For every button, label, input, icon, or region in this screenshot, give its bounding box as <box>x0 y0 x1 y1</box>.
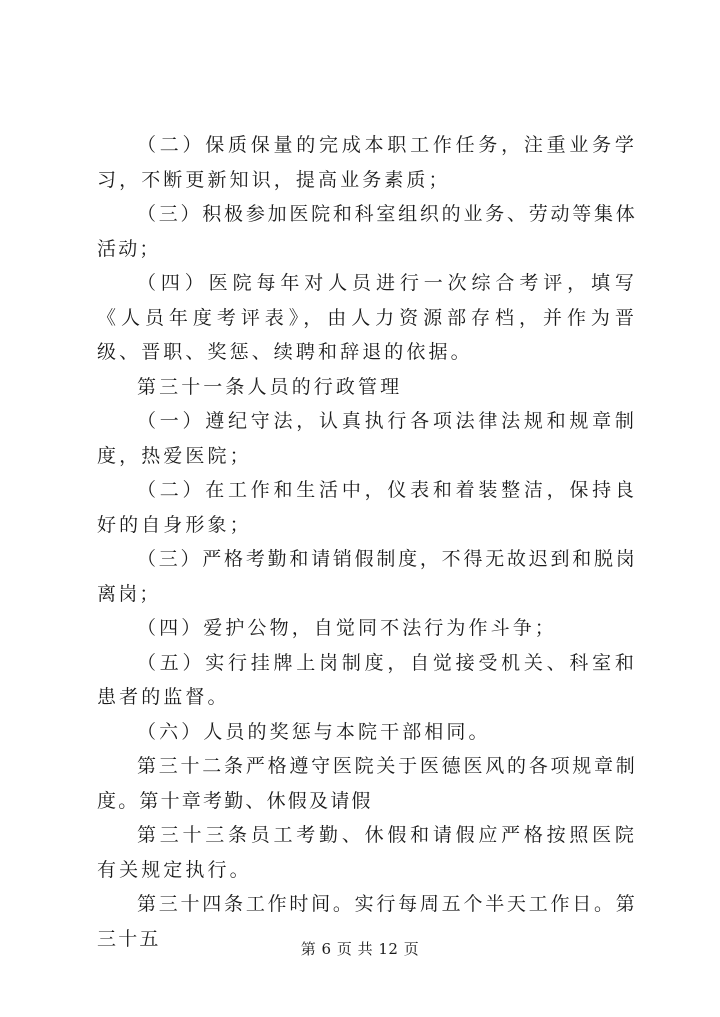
paragraph-4: （四）医院每年对人员进行一次综合考评，填写《人员年度考评表》，由人力资源部存档，并作为晋级、晋职、奖惩、续聘和辞退的依据。 <box>97 272 637 363</box>
paragraph-2: （二）保质保量的完成本职工作任务，注重业务学习，不断更新知识，提高业务素质； <box>97 134 637 191</box>
article-33: 第三十三条员工考勤、休假和请假应严格按照医院有关规定执行。 <box>97 824 637 881</box>
admin-item-4: （四）爱护公物，自觉同不法行为作斗争； <box>137 617 557 639</box>
document-body <box>97 128 637 956</box>
paragraph-3: （三）积极参加医院和科室组织的业务、劳动等集体活动； <box>97 203 637 260</box>
admin-item-1: （一）遵纪守法，认真执行各项法律法规和规章制度，热爱医院； <box>97 410 637 467</box>
admin-item-3: （三）严格考勤和请销假制度，不得无故迟到和脱岗离岗； <box>97 548 637 605</box>
page-footer: 第 6 页 共 12 页 <box>300 940 420 958</box>
article-31-heading: 第三十一条人员的行政管理 <box>137 375 403 398</box>
admin-item-2: （二）在工作和生活中，仪表和着装整洁，保持良好的自身形象； <box>97 479 637 536</box>
admin-item-6: （六）人员的奖惩与本院干部相同。 <box>137 720 491 743</box>
admin-item-5: （五）实行挂牌上岗制度，自觉接受机关、科室和患者的监督。 <box>97 651 637 708</box>
article-34: 第三十四条工作时间。实行每周五个半天工作日。第三十五 <box>97 893 637 950</box>
article-32: 第三十二条严格遵守医院关于医德医风的各项规章制度。第十章考勤、休假及请假 <box>97 755 637 812</box>
